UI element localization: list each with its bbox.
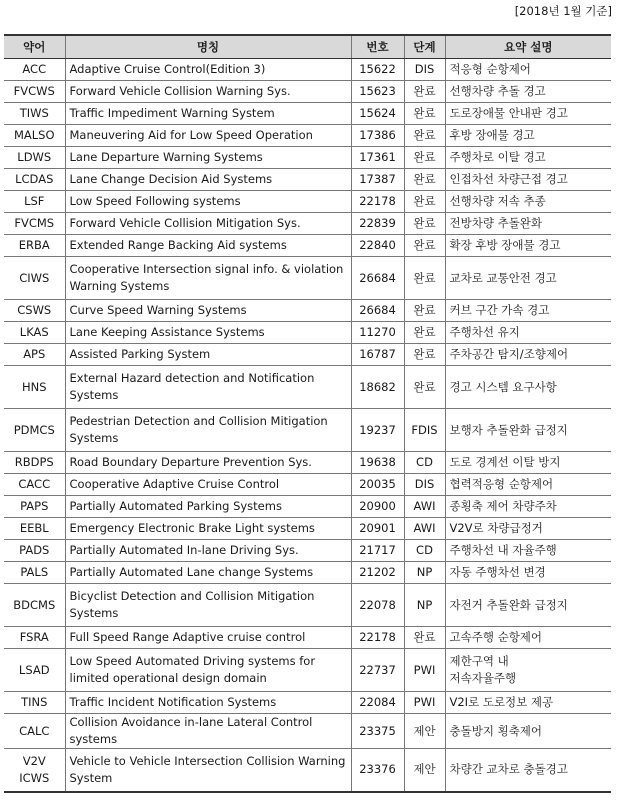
table-row bbox=[4, 409, 611, 452]
abbreviation-cell: APS bbox=[4, 344, 65, 366]
summary-cell: V2V로 차량급정거 bbox=[445, 518, 611, 540]
stage-cell: PWI bbox=[404, 692, 445, 714]
table-row bbox=[4, 81, 611, 103]
summary-cell: 주차공간 탐지/조향제어 bbox=[445, 344, 611, 366]
number-cell: 23376 bbox=[351, 749, 404, 792]
name-cell: Lane Departure Warning Systems bbox=[65, 147, 351, 169]
summary-cell: 도로 경계선 이탈 방지 bbox=[445, 452, 611, 474]
name-cell: Partially Automated Lane change Systems bbox=[65, 562, 351, 584]
stage-cell: 완료 bbox=[404, 147, 445, 169]
table-header-row bbox=[4, 35, 611, 59]
name-cell: Collision Avoidance in-lane Lateral Control systems bbox=[65, 714, 351, 749]
table-row bbox=[4, 366, 611, 409]
stage-cell: CD bbox=[404, 452, 445, 474]
abbreviation-cell: CSWS bbox=[4, 300, 65, 322]
number-cell: 17386 bbox=[351, 125, 404, 147]
header-summary: 요약 설명 bbox=[445, 35, 611, 59]
number-cell: 26684 bbox=[351, 300, 404, 322]
name-cell: Maneuvering Aid for Low Speed Operation bbox=[65, 125, 351, 147]
number-cell: 22178 bbox=[351, 191, 404, 213]
stage-cell: FDIS bbox=[404, 409, 445, 452]
abbreviation-cell: CACC bbox=[4, 474, 65, 496]
summary-cell: 교차로 교통안전 경고 bbox=[445, 257, 611, 300]
number-cell: 22840 bbox=[351, 235, 404, 257]
summary-cell: 고속주행 순항제어 bbox=[445, 627, 611, 649]
stage-cell: 완료 bbox=[404, 257, 445, 300]
table-row bbox=[4, 300, 611, 322]
name-cell: Adaptive Cruise Control(Edition 3) bbox=[65, 59, 351, 81]
stage-cell: DIS bbox=[404, 59, 445, 81]
name-cell: Forward Vehicle Collision Mitigation Sys. bbox=[65, 213, 351, 235]
stage-cell: 완료 bbox=[404, 366, 445, 409]
name-cell: Low Speed Automated Driving systems for limited operational design domain bbox=[65, 649, 351, 692]
abbreviation-cell: LDWS bbox=[4, 147, 65, 169]
table-row bbox=[4, 452, 611, 474]
table-row bbox=[4, 496, 611, 518]
name-cell: Assisted Parking System bbox=[65, 344, 351, 366]
name-cell: External Hazard detection and Notification Systems bbox=[65, 366, 351, 409]
abbreviation-cell: EEBL bbox=[4, 518, 65, 540]
table-row bbox=[4, 344, 611, 366]
name-cell: Emergency Electronic Brake Light systems bbox=[65, 518, 351, 540]
number-cell: 19638 bbox=[351, 452, 404, 474]
name-cell: Vehicle to Vehicle Intersection Collision Warning System bbox=[65, 749, 351, 792]
table-row bbox=[4, 191, 611, 213]
number-cell: 15624 bbox=[351, 103, 404, 125]
abbreviation-cell: FVCWS bbox=[4, 81, 65, 103]
number-cell: 15623 bbox=[351, 81, 404, 103]
stage-cell: AWI bbox=[404, 496, 445, 518]
summary-cell: 주행차선 유지 bbox=[445, 322, 611, 344]
stage-cell: 제안 bbox=[404, 749, 445, 792]
number-cell: 22178 bbox=[351, 627, 404, 649]
stage-cell: NP bbox=[404, 562, 445, 584]
abbreviation-cell: ACC bbox=[4, 59, 65, 81]
stage-cell: PWI bbox=[404, 649, 445, 692]
summary-cell: 주행차로 이탈 경고 bbox=[445, 147, 611, 169]
abbreviation-cell: BDCMS bbox=[4, 584, 65, 627]
number-cell: 26684 bbox=[351, 257, 404, 300]
abbreviation-cell: V2V ICWS bbox=[4, 749, 65, 792]
stage-cell: 완료 bbox=[404, 103, 445, 125]
summary-cell: 후방 장애물 경고 bbox=[445, 125, 611, 147]
header-abbreviation: 약어 bbox=[4, 35, 65, 59]
abbreviation-cell: PADS bbox=[4, 540, 65, 562]
name-cell: Partially Automated In-lane Driving Sys. bbox=[65, 540, 351, 562]
name-cell: Lane Keeping Assistance Systems bbox=[65, 322, 351, 344]
abbreviation-cell: TIWS bbox=[4, 103, 65, 125]
summary-cell: 충돌방지 횡축제어 bbox=[445, 714, 611, 749]
number-cell: 19237 bbox=[351, 409, 404, 452]
number-cell: 21717 bbox=[351, 540, 404, 562]
name-cell: Traffic Impediment Warning System bbox=[65, 103, 351, 125]
summary-cell: 종횡축 제어 차량주차 bbox=[445, 496, 611, 518]
abbreviation-cell: LKAS bbox=[4, 322, 65, 344]
abbreviation-cell: TINS bbox=[4, 692, 65, 714]
name-cell: Lane Change Decision Aid Systems bbox=[65, 169, 351, 191]
stage-cell: NP bbox=[404, 584, 445, 627]
stage-cell: 완료 bbox=[404, 235, 445, 257]
name-cell: Cooperative Adaptive Cruise Control bbox=[65, 474, 351, 496]
table-row bbox=[4, 714, 611, 749]
summary-cell: 선행차량 저속 추종 bbox=[445, 191, 611, 213]
standards-table bbox=[4, 34, 611, 793]
header-number: 번호 bbox=[351, 35, 404, 59]
abbreviation-cell: CALC bbox=[4, 714, 65, 749]
summary-cell: 주행차선 내 자율주행 bbox=[445, 540, 611, 562]
abbreviation-cell: LCDAS bbox=[4, 169, 65, 191]
number-cell: 23375 bbox=[351, 714, 404, 749]
abbreviation-cell: FSRA bbox=[4, 627, 65, 649]
number-cell: 22737 bbox=[351, 649, 404, 692]
abbreviation-cell: FVCMS bbox=[4, 213, 65, 235]
table-row bbox=[4, 562, 611, 584]
abbreviation-cell: ERBA bbox=[4, 235, 65, 257]
table-body bbox=[4, 59, 611, 792]
summary-cell: 보행자 추돌완화 급정지 bbox=[445, 409, 611, 452]
table-row bbox=[4, 474, 611, 496]
table-row bbox=[4, 125, 611, 147]
number-cell: 18682 bbox=[351, 366, 404, 409]
table-row bbox=[4, 213, 611, 235]
stage-cell: 완료 bbox=[404, 125, 445, 147]
number-cell: 22078 bbox=[351, 584, 404, 627]
abbreviation-cell: CIWS bbox=[4, 257, 65, 300]
stage-cell: 완료 bbox=[404, 213, 445, 235]
reference-date-note: [2018년 1월 기준] bbox=[514, 4, 612, 18]
number-cell: 20900 bbox=[351, 496, 404, 518]
abbreviation-cell: PDMCS bbox=[4, 409, 65, 452]
summary-cell: 자동 주행차선 변경 bbox=[445, 562, 611, 584]
name-cell: Traffic Incident Notification Systems bbox=[65, 692, 351, 714]
number-cell: 20035 bbox=[351, 474, 404, 496]
summary-cell: 협력적응형 순항제어 bbox=[445, 474, 611, 496]
table-row bbox=[4, 322, 611, 344]
name-cell: Pedestrian Detection and Collision Mitigation Systems bbox=[65, 409, 351, 452]
summary-cell: 인접차선 차량근접 경고 bbox=[445, 169, 611, 191]
abbreviation-cell: MALSO bbox=[4, 125, 65, 147]
table-row bbox=[4, 584, 611, 627]
stage-cell: 완료 bbox=[404, 627, 445, 649]
number-cell: 17387 bbox=[351, 169, 404, 191]
stage-cell: 완료 bbox=[404, 344, 445, 366]
summary-cell: 커브 구간 가속 경고 bbox=[445, 300, 611, 322]
number-cell: 21202 bbox=[351, 562, 404, 584]
name-cell: Road Boundary Departure Prevention Sys. bbox=[65, 452, 351, 474]
table-row bbox=[4, 627, 611, 649]
summary-cell: 적응형 순항제어 bbox=[445, 59, 611, 81]
table-row bbox=[4, 749, 611, 792]
table-row bbox=[4, 59, 611, 81]
table-row bbox=[4, 235, 611, 257]
name-cell: Curve Speed Warning Systems bbox=[65, 300, 351, 322]
summary-cell: 도로장애물 안내판 경고 bbox=[445, 103, 611, 125]
table-row bbox=[4, 147, 611, 169]
name-cell: Partially Automated Parking Systems bbox=[65, 496, 351, 518]
abbreviation-cell: PALS bbox=[4, 562, 65, 584]
table-row bbox=[4, 257, 611, 300]
stage-cell: 제안 bbox=[404, 714, 445, 749]
abbreviation-cell: LSAD bbox=[4, 649, 65, 692]
summary-cell: 차량간 교차로 충돌경고 bbox=[445, 749, 611, 792]
abbreviation-cell: LSF bbox=[4, 191, 65, 213]
table-row bbox=[4, 692, 611, 714]
table-row bbox=[4, 518, 611, 540]
header-stage: 단계 bbox=[404, 35, 445, 59]
abbreviation-cell: PAPS bbox=[4, 496, 65, 518]
name-cell: Cooperative Intersection signal info. & violation Warning Systems bbox=[65, 257, 351, 300]
number-cell: 22084 bbox=[351, 692, 404, 714]
summary-cell: 자전거 추돌완화 급정지 bbox=[445, 584, 611, 627]
number-cell: 17361 bbox=[351, 147, 404, 169]
table-row bbox=[4, 169, 611, 191]
stage-cell: 완료 bbox=[404, 169, 445, 191]
table-row bbox=[4, 540, 611, 562]
abbreviation-cell: RBDPS bbox=[4, 452, 65, 474]
stage-cell: 완료 bbox=[404, 322, 445, 344]
number-cell: 15622 bbox=[351, 59, 404, 81]
number-cell: 11270 bbox=[351, 322, 404, 344]
summary-cell: 전방차량 추돌완화 bbox=[445, 213, 611, 235]
name-cell: Low Speed Following systems bbox=[65, 191, 351, 213]
number-cell: 20901 bbox=[351, 518, 404, 540]
name-cell: Extended Range Backing Aid systems bbox=[65, 235, 351, 257]
stage-cell: CD bbox=[404, 540, 445, 562]
stage-cell: AWI bbox=[404, 518, 445, 540]
abbreviation-cell: HNS bbox=[4, 366, 65, 409]
summary-cell: 경고 시스템 요구사항 bbox=[445, 366, 611, 409]
summary-cell: 제한구역 내 저속자율주행 bbox=[445, 649, 611, 692]
number-cell: 22839 bbox=[351, 213, 404, 235]
stage-cell: DIS bbox=[404, 474, 445, 496]
number-cell: 16787 bbox=[351, 344, 404, 366]
summary-cell: 선행차량 추돌 경고 bbox=[445, 81, 611, 103]
name-cell: Full Speed Range Adaptive cruise control bbox=[65, 627, 351, 649]
stage-cell: 완료 bbox=[404, 300, 445, 322]
summary-cell: 확장 후방 장애물 경고 bbox=[445, 235, 611, 257]
name-cell: Forward Vehicle Collision Warning Sys. bbox=[65, 81, 351, 103]
summary-cell: V2I로 도로정보 제공 bbox=[445, 692, 611, 714]
header-name: 명칭 bbox=[65, 35, 351, 59]
stage-cell: 완료 bbox=[404, 191, 445, 213]
table-row bbox=[4, 649, 611, 692]
stage-cell: 완료 bbox=[404, 81, 445, 103]
table-row bbox=[4, 103, 611, 125]
name-cell: Bicyclist Detection and Collision Mitigation Systems bbox=[65, 584, 351, 627]
